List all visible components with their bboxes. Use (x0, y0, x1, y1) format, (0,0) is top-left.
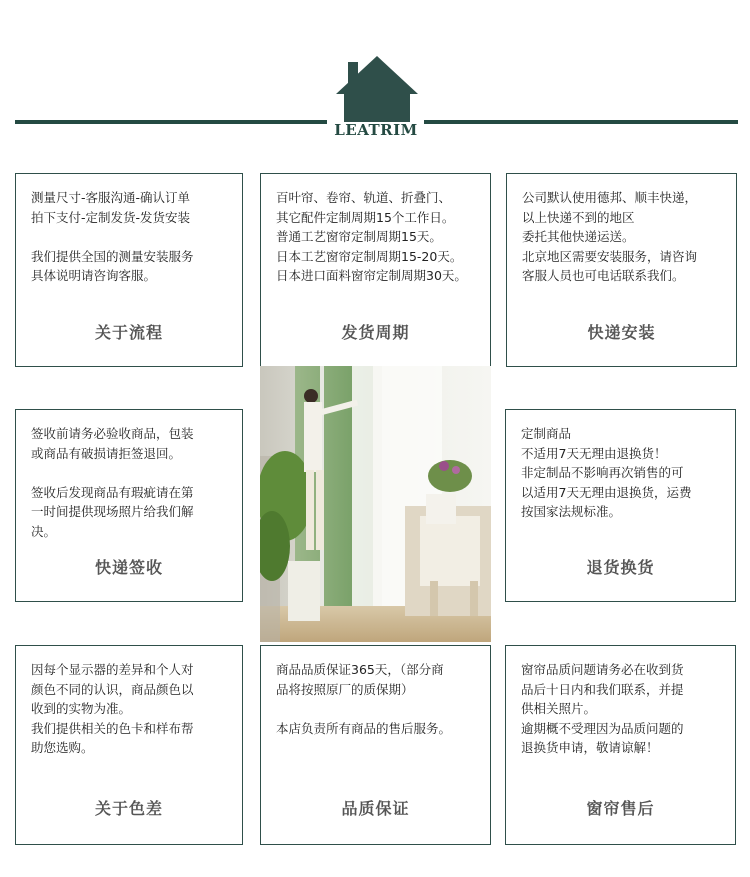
info-card-return-exchange (505, 409, 736, 602)
card-text: 百叶帘、卷帘、轨道、折叠门、 其它配件定制周期15个工作日。 普通工艺窗帘定制周期15天。 日本工艺窗帘定制周期15-20天。 日本进口面料窗帘定制周期30天。 (276, 190, 467, 283)
card-text: 因每个显示器的差异和个人对 颜色不同的认识，商品颜色以 收到的实物为准。 我们提供相关的色卡和样布帮 助您选购。 (31, 662, 194, 755)
card-text: 商品品质保证365天，（部分商 品将按照原厂的质保期） 本店负责所有商品的售后服务。 (276, 662, 452, 736)
card-title: 窗帘售后 (586, 799, 655, 818)
info-card-shipping-period (260, 173, 491, 367)
room-window-photo (260, 366, 491, 642)
card-title: 关于色差 (94, 799, 163, 818)
brand-logo-text: LEATRIM (334, 121, 418, 139)
card-title: 发货周期 (341, 323, 410, 342)
info-card-delivery-install (506, 173, 737, 367)
card-text: 定制商品 不适用7天无理由退换货！ 非定制品不影响再次销售的可 以适用7天无理由退换货，运费 按国家法规标准。 (521, 426, 692, 519)
card-title: 退货换货 (586, 558, 655, 577)
info-card-quality-guarantee (260, 645, 491, 845)
info-card-delivery-receipt (15, 409, 243, 602)
card-text: 公司默认使用德邦、顺丰快递， 以上快递不到的地区 委托其他快递运送。 北京地区需要安装服务，请咨询 客服人员也可电话联系我们。 (522, 190, 698, 283)
card-title: 快递安装 (587, 323, 656, 342)
card-text: 测量尺寸-客服沟通-确认订单 拍下支付-定制发货-发货安装 我们提供全国的测量安装服务 具体说明请咨询客服。 (31, 190, 194, 283)
card-text: 签收前请务必验收商品，包装 或商品有破损请拒签退回。 签收后发现商品有瑕疵请在第 一时间提供现场照片给我们解 决。 (31, 426, 194, 539)
house-logo-icon (336, 54, 418, 122)
card-title: 品质保证 (341, 799, 410, 818)
info-card-color-difference (15, 645, 243, 845)
card-title: 快递签收 (94, 558, 163, 577)
header-divider-left (15, 120, 327, 124)
card-text: 窗帘品质问题请务必在收到货 品后十日内和我们联系，并提 供相关照片。 逾期概不受理因为品质问题的 退换货申请，敬请谅解！ (521, 662, 684, 755)
header-divider-right (424, 120, 738, 124)
info-card-process (15, 173, 243, 367)
info-card-after-sales (505, 645, 736, 845)
card-title: 关于流程 (94, 323, 163, 342)
